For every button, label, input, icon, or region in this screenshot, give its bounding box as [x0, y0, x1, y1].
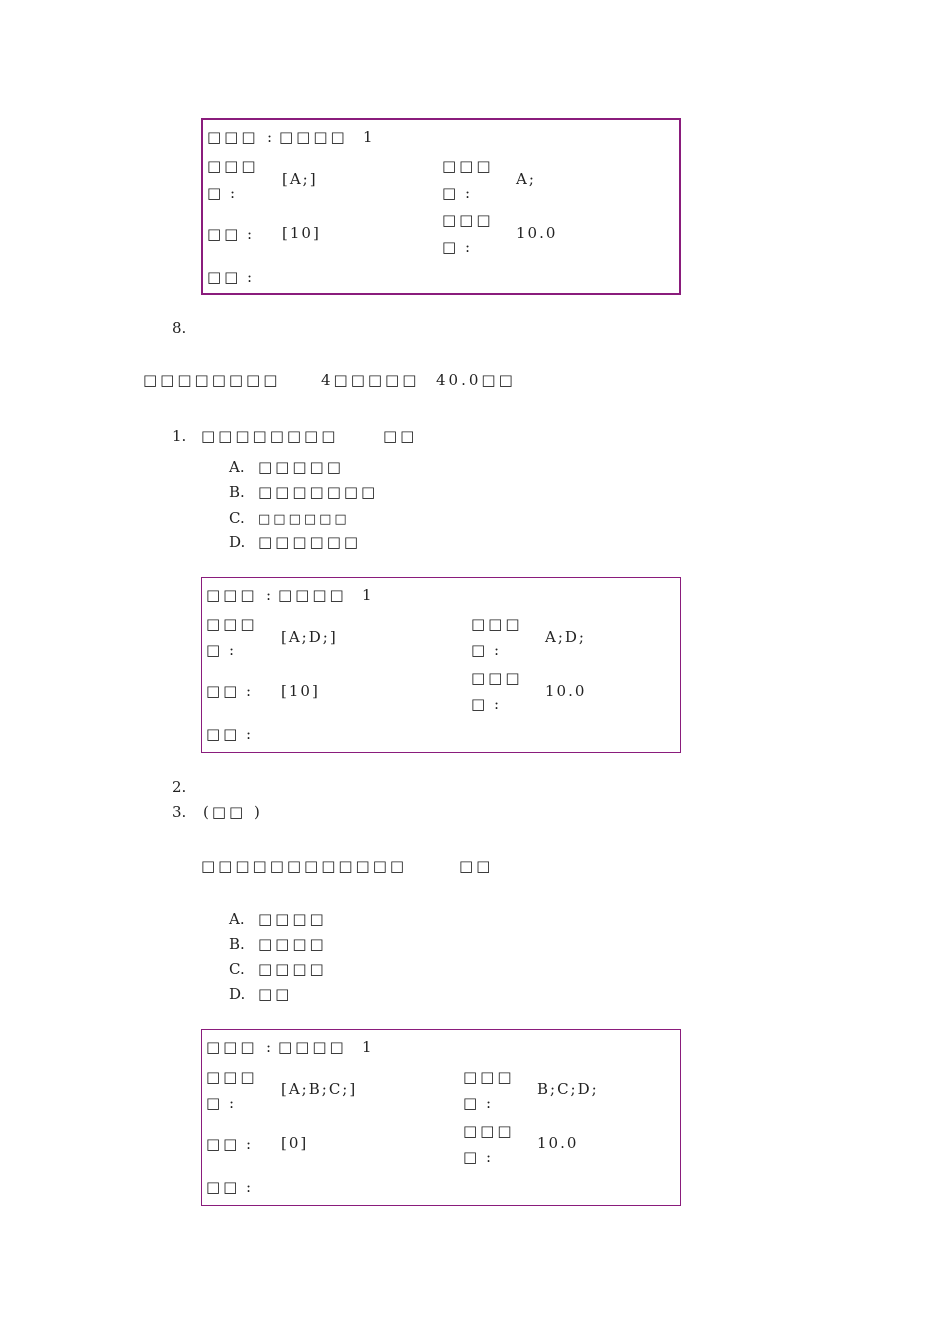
your-answer-value: [A;]	[282, 170, 318, 188]
score-value: [10]	[281, 682, 320, 700]
question-3-number: 3.	[172, 803, 187, 821]
option-letter: C.	[229, 509, 245, 527]
attempt-label: □□□	[206, 586, 258, 604]
question-3-stem-tail: □□	[459, 857, 494, 875]
question-1-stem-tail: □□	[383, 427, 418, 445]
option-text: □□□□	[258, 960, 327, 978]
correct-answer-label-line2: □ :	[463, 1094, 493, 1112]
correct-answer-label-line1: □□□	[471, 615, 523, 633]
option-letter: A.	[229, 910, 245, 928]
your-answer-value: [A;D;]	[281, 628, 338, 646]
full-score-value: 10.0	[537, 1134, 579, 1152]
option-letter: D.	[229, 985, 246, 1003]
score-colon: :	[246, 1135, 254, 1153]
correct-answer-value: A;D;	[545, 628, 586, 646]
your-answer-value: [A;B;C;]	[281, 1080, 358, 1098]
full-score-label-line1: □□□	[463, 1122, 515, 1140]
score-label: □□	[206, 682, 241, 700]
attempt-value: 1	[362, 1038, 374, 1056]
note-colon: :	[246, 1178, 254, 1196]
question-3-stem: □□□□□□□□□□□□	[201, 857, 408, 875]
full-score-label-line2: □ :	[442, 238, 472, 256]
correct-answer-label-line1: □□□	[463, 1068, 515, 1086]
score-value: [0]	[281, 1134, 309, 1152]
question-1-stem: □□□□□□□□	[201, 427, 339, 445]
score-colon: :	[246, 682, 254, 700]
score-value: [10]	[282, 224, 321, 242]
your-answer-label-line2: □ :	[206, 641, 236, 659]
option-text: □□□□□□	[258, 533, 362, 551]
question-8-number: 8.	[172, 319, 187, 337]
section-header-text: □□□□□□□□	[143, 371, 281, 389]
note-label: □□	[206, 1178, 241, 1196]
option-letter: B.	[229, 935, 245, 953]
score-label: □□	[207, 225, 242, 243]
answer-record-1	[201, 118, 681, 295]
option-letter: D.	[229, 533, 246, 551]
correct-answer-value: B;C;D;	[537, 1080, 599, 1098]
note-label: □□	[207, 268, 242, 286]
question-2-number: 2.	[172, 778, 187, 796]
option-letter: B.	[229, 483, 245, 501]
note-label: □□	[206, 725, 241, 743]
attempt-colon: :	[267, 128, 275, 146]
full-score-label-line1: □□□	[442, 211, 494, 229]
option-text: □□□□□□□	[258, 483, 379, 501]
option-letter: A.	[229, 458, 245, 476]
question-3-type-tag: (□□ )	[203, 803, 263, 821]
correct-answer-label-line2: □ :	[471, 641, 501, 659]
your-answer-label-line2: □ :	[206, 1094, 236, 1112]
section-header-points: 40.0□□	[436, 371, 516, 389]
note-colon: :	[246, 725, 254, 743]
attempt-label: □□□	[207, 128, 259, 146]
full-score-label-line1: □□□	[471, 669, 523, 687]
attempt-text: □□□□	[279, 128, 348, 146]
option-text: □□□□	[258, 935, 327, 953]
your-answer-label-line1: □□□	[206, 615, 258, 633]
full-score-value: 10.0	[516, 224, 558, 242]
your-answer-label-line1: □□□	[207, 157, 259, 175]
attempt-colon: :	[266, 1038, 274, 1056]
attempt-value: 1	[362, 586, 374, 604]
option-text: □□□□□□	[258, 512, 350, 527]
correct-answer-label-line1: □□□	[442, 157, 494, 175]
full-score-label-line2: □ :	[471, 695, 501, 713]
option-text: □□□□	[258, 910, 327, 928]
your-answer-label-line1: □□□	[206, 1068, 258, 1086]
answer-record-3	[201, 1029, 681, 1206]
answer-record-2	[201, 577, 681, 753]
full-score-label-line2: □ :	[463, 1148, 493, 1166]
question-1-number: 1.	[172, 427, 187, 445]
option-letter: C.	[229, 960, 245, 978]
note-colon: :	[247, 268, 255, 286]
correct-answer-label-line2: □ :	[442, 184, 472, 202]
correct-answer-value: A;	[516, 170, 536, 188]
attempt-text: □□□□	[278, 586, 347, 604]
section-header-count: 4□□□□□	[321, 371, 420, 389]
full-score-value: 10.0	[545, 682, 587, 700]
attempt-value: 1	[363, 128, 375, 146]
option-text: □□□□□	[258, 458, 344, 476]
score-colon: :	[247, 225, 255, 243]
score-label: □□	[206, 1135, 241, 1153]
option-text: □□	[258, 985, 293, 1003]
attempt-label: □□□	[206, 1038, 258, 1056]
attempt-text: □□□□	[278, 1038, 347, 1056]
attempt-colon: :	[266, 586, 274, 604]
your-answer-label-line2: □ :	[207, 184, 237, 202]
